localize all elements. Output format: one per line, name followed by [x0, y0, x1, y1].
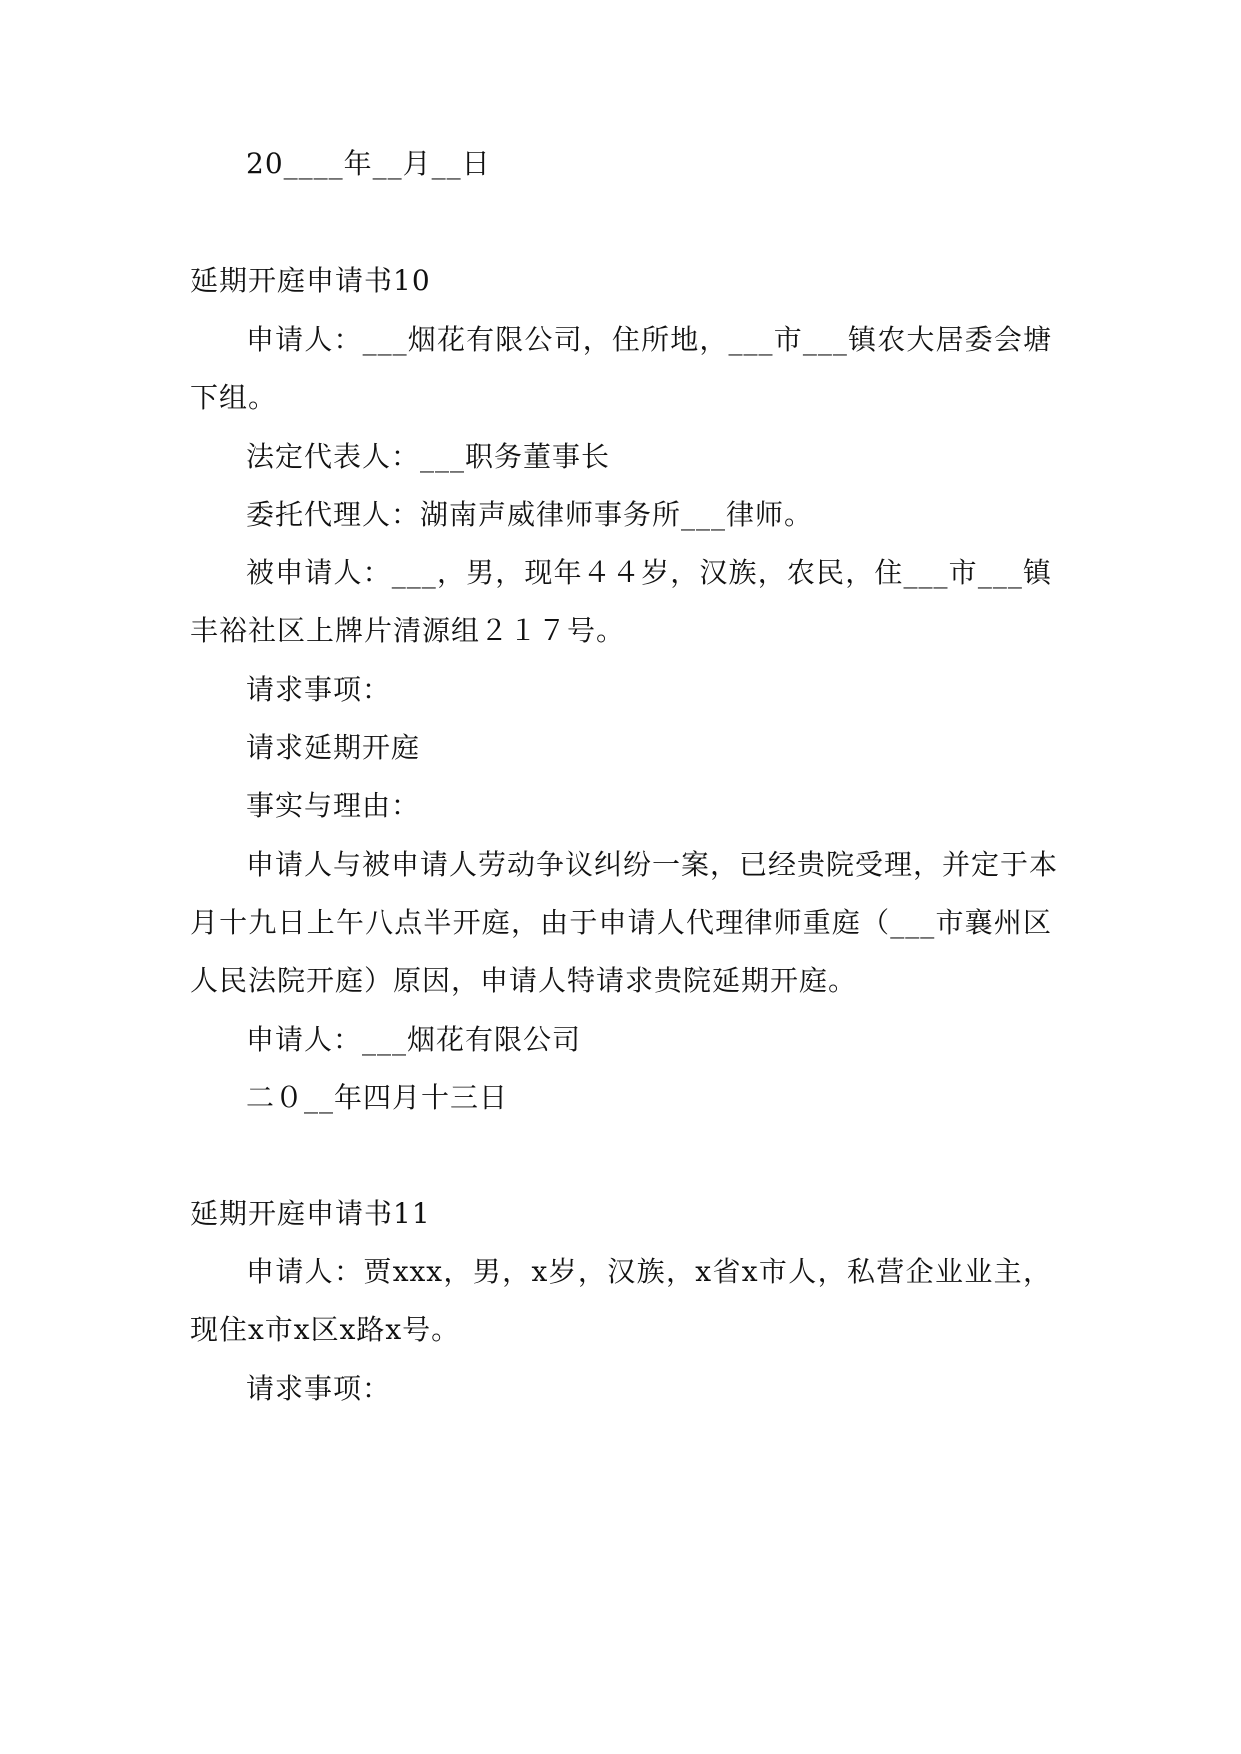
claims-heading: 请求事项： — [246, 673, 392, 706]
section-heading-10: 延期开庭申请书10 — [190, 264, 431, 297]
facts-paragraph-line-1: 申请人与被申请人劳动争议纠纷一案，已经贵院受理，并定于本 — [246, 848, 1059, 881]
legal-representative-line: 法定代表人：___职务董事长 — [246, 440, 611, 473]
facts-paragraph-line-3: 人民法院开庭）原因，申请人特请求贵院延期开庭。 — [190, 964, 858, 997]
signature-date: 二０__年四月十三日 — [246, 1081, 509, 1114]
applicant-line: 申请人：___烟花有限公司，住所地，___市___镇农大居委会塘 — [246, 323, 1052, 356]
respondent-line: 被申请人：___，男，现年４４岁，汉族，农民，住___市___镇 — [246, 556, 1052, 589]
facts-heading: 事实与理由： — [246, 789, 421, 822]
applicant-line-cont: 下组。 — [190, 381, 278, 414]
facts-paragraph-line-2: 月十九日上午八点半开庭，由于申请人代理律师重庭（___市襄州区 — [190, 906, 1052, 939]
claims-content: 请求延期开庭 — [246, 731, 421, 764]
applicant-line-11-cont: 现住x市x区x路x号。 — [190, 1313, 461, 1346]
date-line: 20____年__月__日 — [246, 147, 491, 180]
signature-applicant: 申请人：___烟花有限公司 — [246, 1023, 582, 1056]
agent-line: 委托代理人：湖南声威律师事务所___律师。 — [246, 498, 814, 531]
applicant-line-11: 申请人：贾xxx，男，x岁，汉族，x省x市人，私营企业业主， — [246, 1255, 1052, 1288]
respondent-line-cont: 丰裕社区上牌片清源组２１７号。 — [190, 614, 626, 647]
section-heading-11: 延期开庭申请书11 — [190, 1197, 431, 1230]
claims-heading-11: 请求事项： — [246, 1372, 392, 1405]
